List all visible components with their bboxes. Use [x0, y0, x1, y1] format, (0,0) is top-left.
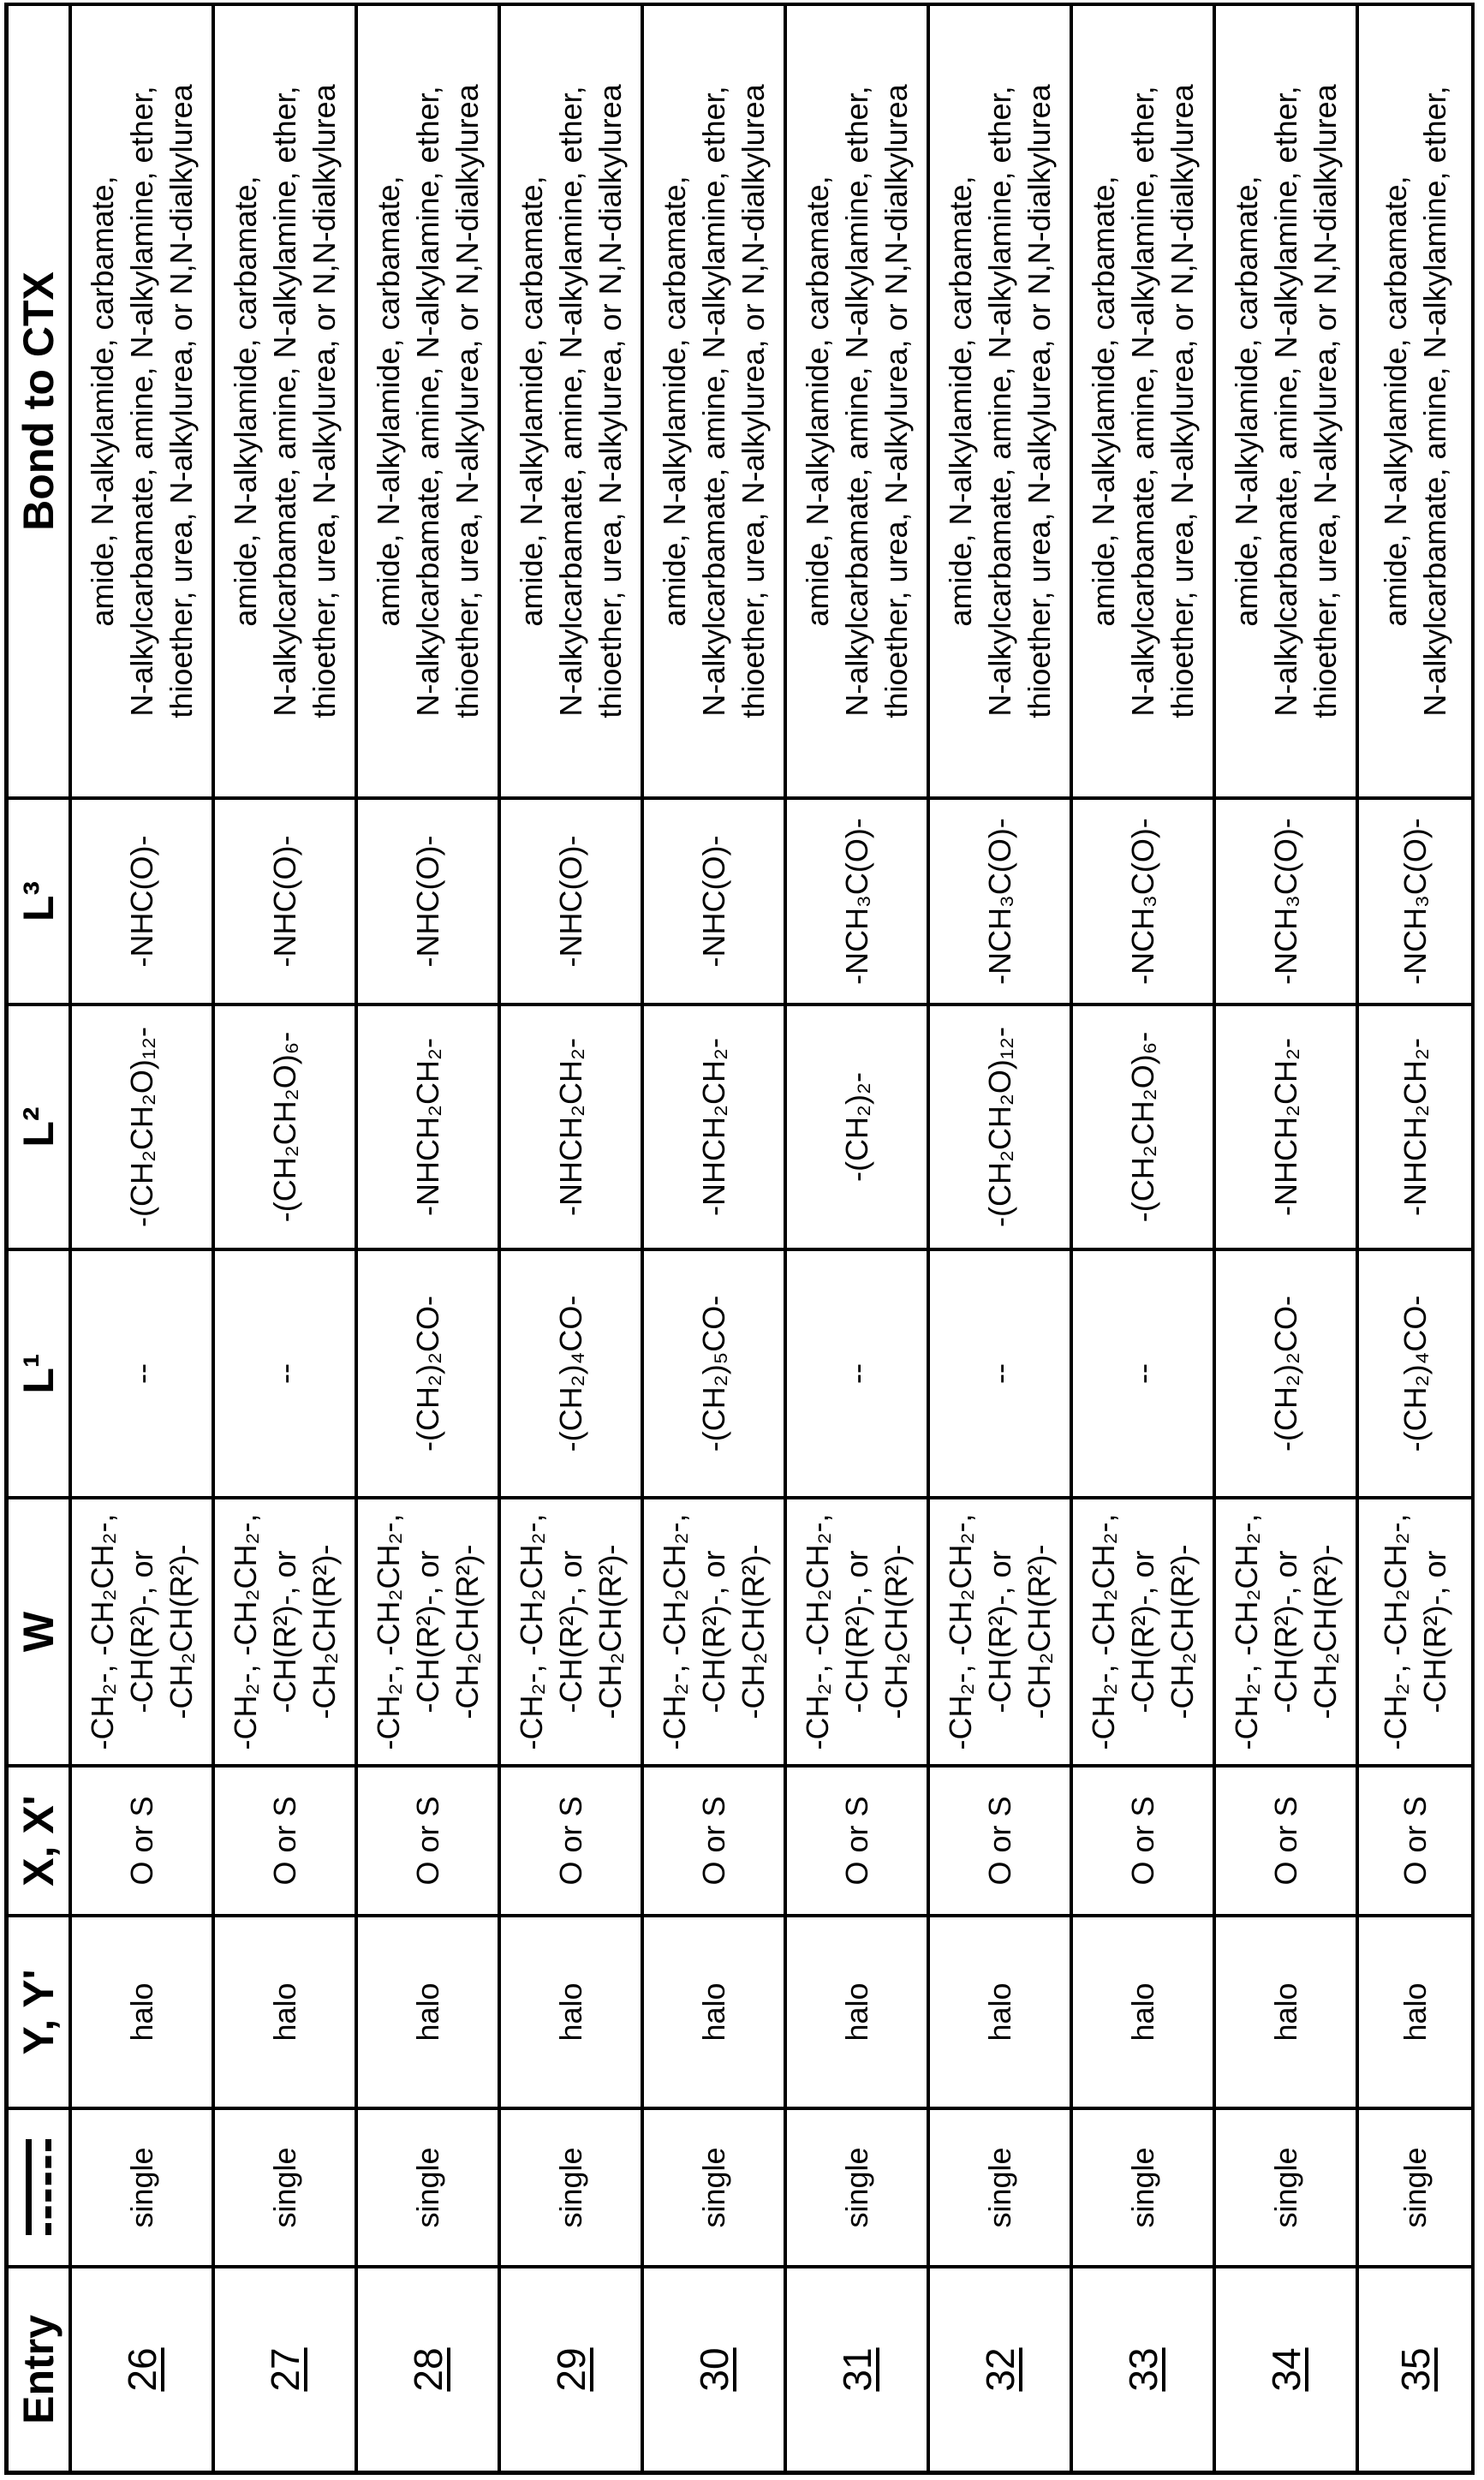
- row-27-entry: 27: [215, 2265, 358, 2471]
- row-32-w: -CH₂-, -CH₂CH₂-, -CH(R²)-, or -CH₂CH(R²)-: [930, 1496, 1073, 1764]
- row-29-y: halo: [501, 1914, 644, 2107]
- row-29-bond-type: single: [501, 2107, 644, 2265]
- row-30-bond-type: single: [644, 2107, 787, 2265]
- row-28-l3: -NHC(O)-: [358, 796, 501, 1003]
- row-29-bond-to-ctx: amide, N-alkylamide, carbamate, N-alkylcarbamate, amine, N-alkylamine, ether, thioether, urea, N-alkylurea, or N,N-dialkylurea: [501, 3, 644, 796]
- row-27-l3: -NHC(O)-: [215, 796, 358, 1003]
- row-29-l1: -(CH₂)₄CO-: [501, 1248, 644, 1496]
- col-header-x: X, X': [9, 1764, 72, 1914]
- row-32-l2: -(CH₂CH₂O)₁₂-: [930, 1003, 1073, 1248]
- row-31-bond-to-ctx: amide, N-alkylamide, carbamate, N-alkylcarbamate, amine, N-alkylamine, ether, thioether, urea, N-alkylurea, or N,N-dialkylurea: [787, 3, 930, 796]
- row-28-w: -CH₂-, -CH₂CH₂-, -CH(R²)-, or -CH₂CH(R²)-: [358, 1496, 501, 1764]
- col-header-l3: L³: [9, 796, 72, 1003]
- row-32-bond-to-ctx: amide, N-alkylamide, carbamate, N-alkylcarbamate, amine, N-alkylamine, ether, thioether, urea, N-alkylurea, or N,N-dialkylurea: [930, 3, 1073, 796]
- row-35-entry: 35: [1359, 2265, 1475, 2471]
- row-35-bond-type: single: [1359, 2107, 1475, 2265]
- row-28-bond-type: single: [358, 2107, 501, 2265]
- row-26-l2: -(CH₂CH₂O)₁₂-: [72, 1003, 215, 1248]
- row-31-l1: --: [787, 1248, 930, 1496]
- single-dashed-bond-icon: [26, 2140, 51, 2236]
- row-27-y: halo: [215, 1914, 358, 2107]
- row-35-bond-to-ctx: amide, N-alkylamide, carbamate, N-alkylcarbamate, amine, N-alkylamine, ether,: [1359, 3, 1475, 796]
- row-30-entry: 30: [644, 2265, 787, 2471]
- bond-solid-line: [26, 2140, 32, 2236]
- row-33-w: -CH₂-, -CH₂CH₂-, -CH(R²)-, or -CH₂CH(R²)-: [1073, 1496, 1216, 1764]
- row-29-w: -CH₂-, -CH₂CH₂-, -CH(R²)-, or -CH₂CH(R²)-: [501, 1496, 644, 1764]
- row-31-w: -CH₂-, -CH₂CH₂-, -CH(R²)-, or -CH₂CH(R²)-: [787, 1496, 930, 1764]
- row-26-x: O or S: [72, 1764, 215, 1914]
- row-35-y: halo: [1359, 1914, 1475, 2107]
- col-header-l2: L²: [9, 1003, 72, 1248]
- row-32-entry: 32: [930, 2265, 1073, 2471]
- row-31-bond-type: single: [787, 2107, 930, 2265]
- row-35-l1: -(CH₂)₄CO-: [1359, 1248, 1475, 1496]
- row-34-bond-type: single: [1216, 2107, 1359, 2265]
- row-35-x: O or S: [1359, 1764, 1475, 1914]
- row-26-bond-to-ctx: amide, N-alkylamide, carbamate, N-alkylcarbamate, amine, N-alkylamine, ether, thioether, urea, N-alkylurea, or N,N-dialkylurea: [72, 3, 215, 796]
- col-header-bond-to-ctx: Bond to CTX: [9, 3, 72, 796]
- row-35-l2: -NHCH₂CH₂-: [1359, 1003, 1475, 1248]
- row-27-x: O or S: [215, 1764, 358, 1914]
- row-28-l1: -(CH₂)₂CO-: [358, 1248, 501, 1496]
- row-34-w: -CH₂-, -CH₂CH₂-, -CH(R²)-, or -CH₂CH(R²)-: [1216, 1496, 1359, 1764]
- row-27-bond-type: single: [215, 2107, 358, 2265]
- row-33-bond-to-ctx: amide, N-alkylamide, carbamate, N-alkylcarbamate, amine, N-alkylamine, ether, thioether, urea, N-alkylurea, or N,N-dialkylurea: [1073, 3, 1216, 796]
- row-26-entry: 26: [72, 2265, 215, 2471]
- row-33-y: halo: [1073, 1914, 1216, 2107]
- row-34-entry: 34: [1216, 2265, 1359, 2471]
- compound-entries-table: [4, 3, 1475, 2475]
- row-30-l1: -(CH₂)₅CO-: [644, 1248, 787, 1496]
- col-header-entry: Entry: [9, 2265, 72, 2471]
- row-33-l2: -(CH₂CH₂O)₆-: [1073, 1003, 1216, 1248]
- row-34-bond-to-ctx: amide, N-alkylamide, carbamate, N-alkylcarbamate, amine, N-alkylamine, ether, thioether, urea, N-alkylurea, or N,N-dialkylurea: [1216, 3, 1359, 796]
- row-30-l3: -NHC(O)-: [644, 796, 787, 1003]
- row-31-l2: -(CH₂)₂-: [787, 1003, 930, 1248]
- row-27-l2: -(CH₂CH₂O)₆-: [215, 1003, 358, 1248]
- row-34-l2: -NHCH₂CH₂-: [1216, 1003, 1359, 1248]
- row-32-x: O or S: [930, 1764, 1073, 1914]
- row-26-y: halo: [72, 1914, 215, 2107]
- row-29-x: O or S: [501, 1764, 644, 1914]
- row-33-l3: -NCH₃C(O)-: [1073, 796, 1216, 1003]
- row-29-l2: -NHCH₂CH₂-: [501, 1003, 644, 1248]
- row-32-bond-type: single: [930, 2107, 1073, 2265]
- row-33-l1: --: [1073, 1248, 1216, 1496]
- row-34-x: O or S: [1216, 1764, 1359, 1914]
- row-34-l1: -(CH₂)₂CO-: [1216, 1248, 1359, 1496]
- row-32-l3: -NCH₃C(O)-: [930, 796, 1073, 1003]
- row-30-y: halo: [644, 1914, 787, 2107]
- row-35-l3: -NCH₃C(O)-: [1359, 796, 1475, 1003]
- row-32-l1: --: [930, 1248, 1073, 1496]
- row-31-x: O or S: [787, 1764, 930, 1914]
- col-header-l1: L¹: [9, 1248, 72, 1496]
- row-29-entry: 29: [501, 2265, 644, 2471]
- row-28-l2: -NHCH₂CH₂-: [358, 1003, 501, 1248]
- row-27-bond-to-ctx: amide, N-alkylamide, carbamate, N-alkylcarbamate, amine, N-alkylamine, ether, thioether, urea, N-alkylurea, or N,N-dialkylurea: [215, 3, 358, 796]
- row-35-w: -CH₂-, -CH₂CH₂-, -CH(R²)-, or: [1359, 1496, 1475, 1764]
- row-26-bond-type: single: [72, 2107, 215, 2265]
- row-27-l1: --: [215, 1248, 358, 1496]
- row-31-l3: -NCH₃C(O)-: [787, 796, 930, 1003]
- row-32-y: halo: [930, 1914, 1073, 2107]
- col-header-bond-type: [9, 2107, 72, 2265]
- row-31-entry: 31: [787, 2265, 930, 2471]
- row-34-l3: -NCH₃C(O)-: [1216, 796, 1359, 1003]
- row-26-l1: --: [72, 1248, 215, 1496]
- row-28-y: halo: [358, 1914, 501, 2107]
- row-30-l2: -NHCH₂CH₂-: [644, 1003, 787, 1248]
- row-33-x: O or S: [1073, 1764, 1216, 1914]
- col-header-y: Y, Y': [9, 1914, 72, 2107]
- row-34-y: halo: [1216, 1914, 1359, 2107]
- row-30-x: O or S: [644, 1764, 787, 1914]
- col-header-w: W: [9, 1496, 72, 1764]
- bond-dashed-line: [45, 2140, 51, 2236]
- row-26-w: -CH₂-, -CH₂CH₂-, -CH(R²)-, or -CH₂CH(R²)-: [72, 1496, 215, 1764]
- row-30-w: -CH₂-, -CH₂CH₂-, -CH(R²)-, or -CH₂CH(R²)-: [644, 1496, 787, 1764]
- row-33-bond-type: single: [1073, 2107, 1216, 2265]
- row-30-bond-to-ctx: amide, N-alkylamide, carbamate, N-alkylcarbamate, amine, N-alkylamine, ether, thioether, urea, N-alkylurea, or N,N-dialkylurea: [644, 3, 787, 796]
- row-28-bond-to-ctx: amide, N-alkylamide, carbamate, N-alkylcarbamate, amine, N-alkylamine, ether, thioether, urea, N-alkylurea, or N,N-dialkylurea: [358, 3, 501, 796]
- row-31-y: halo: [787, 1914, 930, 2107]
- row-29-l3: -NHC(O)-: [501, 796, 644, 1003]
- row-28-x: O or S: [358, 1764, 501, 1914]
- row-28-entry: 28: [358, 2265, 501, 2471]
- row-33-entry: 33: [1073, 2265, 1216, 2471]
- row-27-w: -CH₂-, -CH₂CH₂-, -CH(R²)-, or -CH₂CH(R²)-: [215, 1496, 358, 1764]
- row-26-l3: -NHC(O)-: [72, 796, 215, 1003]
